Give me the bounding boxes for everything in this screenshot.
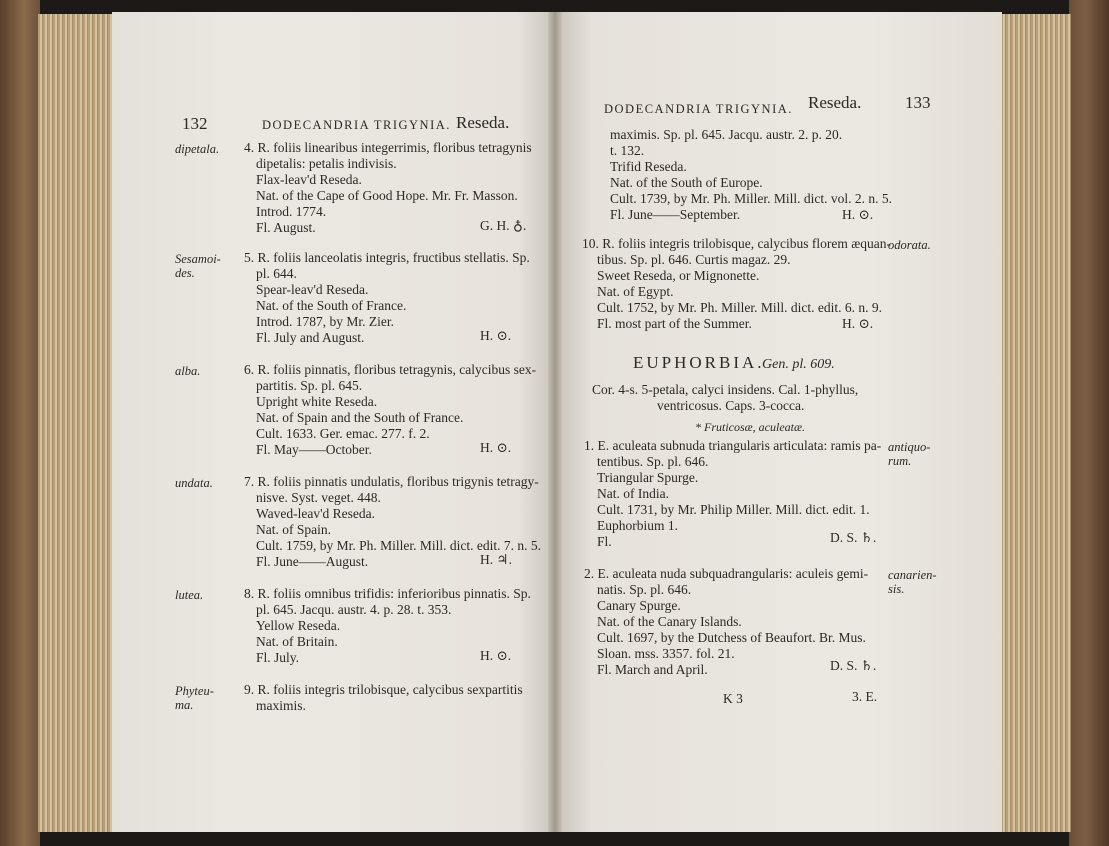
left-entry-line: Nat. of Spain and the South of France.	[256, 410, 464, 425]
euphorbia-entry-line: Sloan. mss. 3357. fol. 21.	[597, 646, 735, 661]
left-entry-habitat-sign: G. H. ♁.	[480, 218, 527, 233]
right-entry-10-line: tibus. Sp. pl. 646. Curtis magaz. 29.	[597, 252, 791, 267]
euphorbia-entry-line: Fl. March and April.	[597, 662, 708, 677]
left-entry-line: pl. 645. Jacqu. austr. 4. p. 28. t. 353.	[256, 602, 452, 617]
left-entry-margin-name: lutea.	[175, 588, 204, 602]
right-continuation-line: t. 132.	[610, 143, 645, 158]
right-running-head: DODECANDRIA TRIGYNIA.	[604, 102, 793, 116]
left-entry-line: Spear-leav'd Reseda.	[256, 282, 369, 297]
catchword: 3. E.	[852, 689, 878, 704]
euphorbia-entry-line: Canary Spurge.	[597, 598, 681, 613]
left-entry-margin-name: alba.	[175, 364, 201, 378]
genus-reference: Gen. pl. 609.	[762, 357, 835, 372]
signature-mark: K 3	[723, 691, 743, 706]
left-entry-line: Yellow Reseda.	[256, 618, 341, 633]
right-page-number: 133	[905, 93, 931, 112]
euphorbia-entry-margin-name: antiquo-	[888, 440, 931, 454]
left-entry-line: Nat. of Spain.	[256, 522, 331, 537]
right-entry-10-line: Sweet Reseda, or Mignonette.	[597, 268, 760, 283]
euphorbia-entry-line: Triangular Spurge.	[597, 470, 699, 485]
left-entry-line: dipetalis: petalis indivisis.	[256, 156, 397, 171]
euphorbia-entry-margin-name: sis.	[888, 582, 905, 596]
left-entry-line: Fl. June——August.	[256, 554, 369, 569]
left-entry-margin-name: ma.	[175, 698, 194, 712]
euphorbia-entry-line: Nat. of India.	[597, 486, 669, 501]
left-entry-line: Fl. July.	[256, 650, 300, 665]
left-entry-line: Fl. August.	[256, 220, 316, 235]
left-entry-line: 4. R. foliis linearibus integerrimis, floribus tetragynis	[244, 140, 532, 155]
left-entry-margin-name: Sesamoi-	[175, 252, 221, 266]
genus-character-line-2: ventricosus. Caps. 3-cocca.	[657, 398, 805, 413]
left-entry-line: partitis. Sp. pl. 645.	[256, 378, 363, 393]
left-entry-habitat-sign: H. ♃.	[480, 552, 512, 567]
euphorbia-entry-line: 1. E. aculeata subnuda triangularis articulata: ramis pa-	[584, 438, 882, 453]
left-entry-line: Introd. 1787, by Mr. Zier.	[256, 314, 394, 329]
left-entry-line: nisve. Syst. veget. 448.	[256, 490, 381, 505]
right-entry-10-habitat-sign: H. ⊙.	[842, 316, 874, 331]
left-entry-margin-name: dipetala.	[175, 142, 220, 156]
book-cover-left	[0, 0, 40, 846]
page-edges-right	[1001, 14, 1071, 832]
left-entry-habitat-sign: H. ⊙.	[480, 648, 512, 663]
book-cover-right	[1069, 0, 1109, 846]
left-entry-line: 5. R. foliis lanceolatis integris, fructibus stellatis. Sp.	[244, 250, 530, 265]
right-entry-10-margin-name: odorata.	[888, 238, 931, 252]
right-continuation-line: maximis. Sp. pl. 645. Jacqu. austr. 2. p. 20.	[610, 127, 843, 142]
euphorbia-entry-line: 2. E. aculeata nuda subquadrangularis: aculeis gemi-	[584, 566, 869, 581]
left-entry-line: Nat. of the South of France.	[256, 298, 407, 313]
left-entry-line: maximis.	[256, 698, 306, 713]
left-entry-line: pl. 644.	[256, 266, 297, 281]
euphorbia-entry-line: Nat. of the Canary Islands.	[597, 614, 742, 629]
euphorbia-entry-line: Euphorbium 1.	[597, 518, 678, 533]
left-page-number: 132	[182, 114, 208, 133]
right-entry-10-line: Fl. most part of the Summer.	[597, 316, 752, 331]
genus-character-line-1: Cor. 4-s. 5-petala, calyci insidens. Cal. 1-phyllus,	[592, 382, 859, 397]
euphorbia-entry-line: Cult. 1697, by the Dutchess of Beaufort. Br. Mus.	[597, 630, 866, 645]
left-running-head: DODECANDRIA TRIGYNIA.	[262, 118, 451, 132]
euphorbia-entry-habitat-sign: D. S. ♄.	[830, 530, 877, 545]
left-entry-line: Introd. 1774.	[256, 204, 327, 219]
section-heading: * Fruticosæ, aculeatæ.	[695, 420, 805, 434]
left-entry-line: 6. R. foliis pinnatis, floribus tetragynis, calycibus sex-	[244, 362, 537, 377]
left-entry-line: Flax-leav'd Reseda.	[256, 172, 362, 187]
euphorbia-entry-line: natis. Sp. pl. 646.	[597, 582, 692, 597]
left-entry-line: 8. R. foliis omnibus trifidis: inferioribus pinnatis. Sp.	[244, 586, 531, 601]
right-entry-10-line: Cult. 1752, by Mr. Ph. Miller. Mill. dict. edit. 6. n. 9.	[597, 300, 883, 315]
right-continuation-line: Nat. of the South of Europe.	[610, 175, 763, 190]
left-entry-line: Waved-leav'd Reseda.	[256, 506, 376, 521]
left-entry-margin-name: Phyteu-	[175, 684, 214, 698]
left-entry-line: 7. R. foliis pinnatis undulatis, floribus trigynis tetragy-	[244, 474, 539, 489]
left-entry-line: 9. R. foliis integris trilobisque, calycibus sexpartitis	[244, 682, 523, 697]
euphorbia-entry-habitat-sign: D. S. ♄.	[830, 658, 877, 673]
left-entry-line: Nat. of Britain.	[256, 634, 338, 649]
right-running-genus: Reseda.	[808, 93, 862, 112]
left-entry-habitat-sign: H. ⊙.	[480, 328, 512, 343]
euphorbia-entry-margin-name: rum.	[888, 454, 912, 468]
left-entry-line: Cult. 1759, by Mr. Ph. Miller. Mill. dict. edit. 7. n. 5.	[256, 538, 542, 553]
right-continuation-habitat-sign: H. ⊙.	[842, 207, 874, 222]
left-entry-line: Upright white Reseda.	[256, 394, 378, 409]
right-entry-10-line: 10. R. foliis integris trilobisque, calycibus florem æquan-	[582, 236, 891, 251]
left-entry-margin-name: des.	[175, 266, 195, 280]
right-continuation-line: Trifid Reseda.	[610, 159, 687, 174]
left-entry-line: Nat. of the Cape of Good Hope. Mr. Fr. Masson.	[256, 188, 518, 203]
right-entry-10-line: Nat. of Egypt.	[597, 284, 674, 299]
right-continuation-line: Cult. 1739, by Mr. Ph. Miller. Mill. dict. vol. 2. n. 5.	[610, 191, 893, 206]
left-entry-line: Fl. July and August.	[256, 330, 365, 345]
genus-title: EUPHORBIA.	[633, 353, 765, 372]
left-entry-margin-name: undata.	[175, 476, 213, 490]
euphorbia-entry-margin-name: canarien-	[888, 568, 937, 582]
left-running-genus: Reseda.	[456, 113, 510, 132]
book-gutter	[548, 12, 562, 832]
euphorbia-entry-line: Cult. 1731, by Mr. Philip Miller. Mill. dict. edit. 1.	[597, 502, 870, 517]
left-entry-line: Cult. 1633. Ger. emac. 277. f. 2.	[256, 426, 430, 441]
euphorbia-entry-line: tentibus. Sp. pl. 646.	[597, 454, 709, 469]
euphorbia-entry-line: Fl.	[597, 534, 612, 549]
page-edges-left	[38, 14, 118, 832]
right-continuation-line: Fl. June——September.	[610, 207, 741, 222]
left-entry-line: Fl. May——October.	[256, 442, 372, 457]
left-entry-habitat-sign: H. ⊙.	[480, 440, 512, 455]
